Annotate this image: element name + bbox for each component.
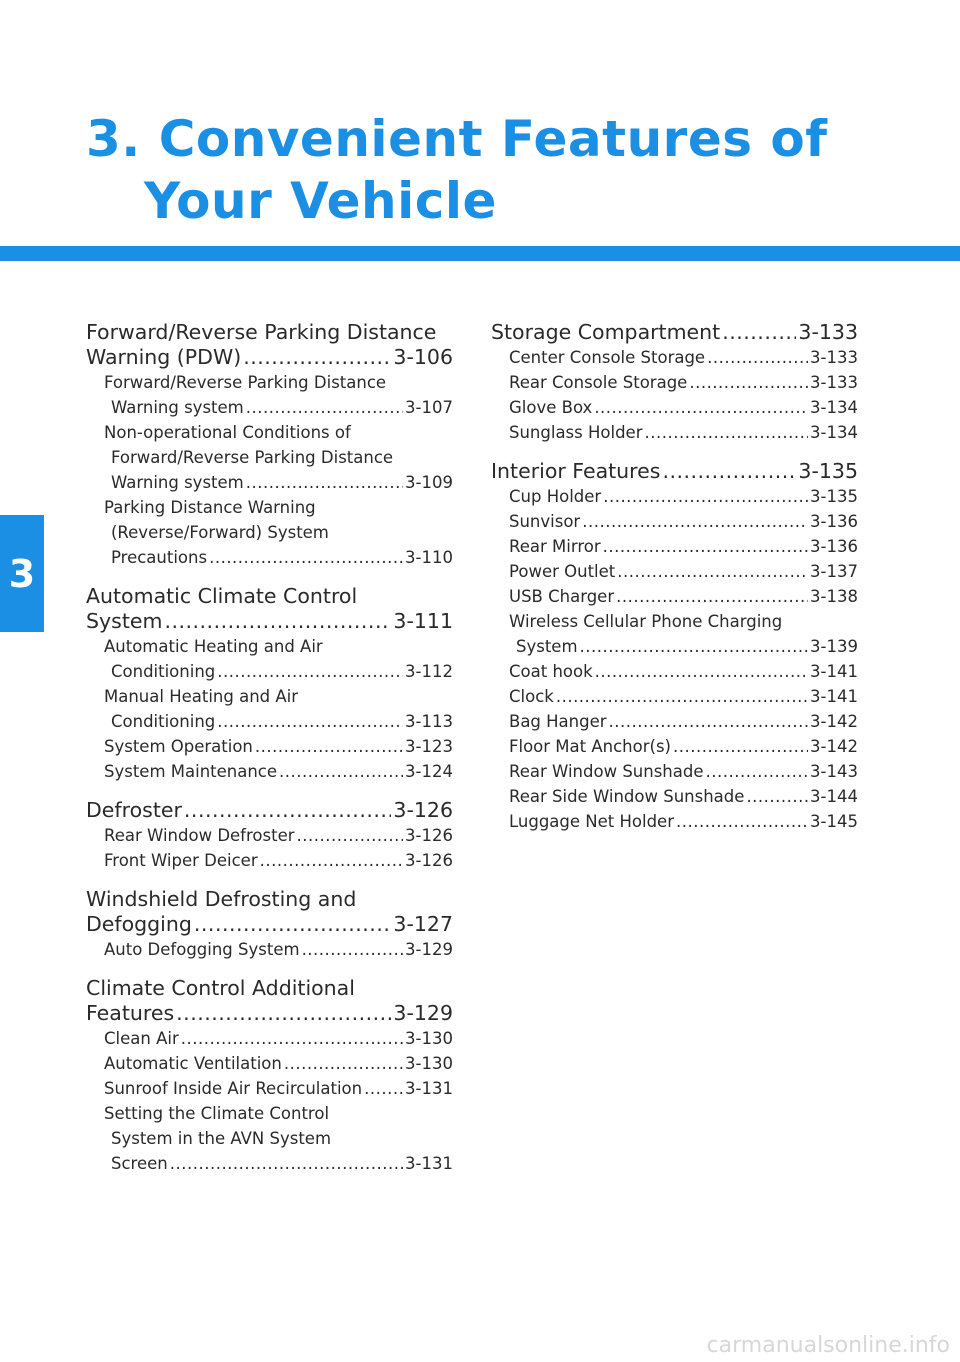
- toc-entry-row: [509, 370, 858, 395]
- section-title-text: Storage Compartment: [491, 320, 721, 344]
- toc-entry-text: Manual Heating and Air: [104, 687, 299, 706]
- toc-entry[interactable]: [86, 420, 453, 495]
- toc-entry-text: Rear Mirror: [509, 537, 601, 556]
- toc-section-title[interactable]: [491, 459, 858, 484]
- page-number: 3-112: [405, 662, 453, 681]
- dot-leader: [246, 470, 403, 495]
- toc-entry-text: System in the AVN System: [111, 1129, 332, 1148]
- toc-entry-text: USB Charger: [509, 587, 615, 606]
- toc-entry-text: Warning system: [111, 398, 244, 417]
- toc-entry[interactable]: [86, 1076, 453, 1101]
- page-number: 3-137: [810, 562, 858, 581]
- dot-leader: [662, 459, 796, 484]
- page-number: 3-143: [810, 762, 858, 781]
- toc-entry[interactable]: [86, 684, 453, 734]
- section-title-row: [491, 320, 858, 345]
- toc-section: [491, 459, 858, 834]
- page-number: 3-139: [810, 637, 858, 656]
- toc-entry-row: [104, 848, 453, 873]
- dot-leader: [594, 395, 808, 420]
- toc-entry[interactable]: [491, 534, 858, 559]
- page-number: 3-136: [810, 512, 858, 531]
- toc-section-title[interactable]: [86, 976, 453, 1026]
- dot-leader: [582, 509, 808, 534]
- toc-entry-row: [104, 759, 453, 784]
- page-number: 3-134: [810, 423, 858, 442]
- dot-leader: [181, 1026, 403, 1051]
- toc-entry-row: [509, 584, 858, 609]
- dot-leader: [176, 1001, 391, 1026]
- toc-entry-row: [104, 1151, 453, 1176]
- dot-leader: [616, 584, 808, 609]
- toc-entry-text: Coat hook: [509, 662, 593, 681]
- toc-entry-text: Warning system: [111, 473, 244, 492]
- toc-entry[interactable]: [491, 734, 858, 759]
- section-title-text: System: [86, 609, 163, 633]
- toc-entry[interactable]: [491, 659, 858, 684]
- page-number: 3-131: [405, 1079, 453, 1098]
- toc-entry-text: Forward/Reverse Parking Distance: [104, 373, 387, 392]
- toc-section-title[interactable]: [86, 320, 453, 370]
- toc-entry-text: Clock: [509, 687, 554, 706]
- toc-entry-text: Setting the Climate Control: [104, 1104, 330, 1123]
- toc-entry[interactable]: [491, 584, 858, 609]
- page-number: 3-107: [405, 398, 453, 417]
- section-title-text: Warning (PDW): [86, 345, 242, 369]
- toc-entry-text: Conditioning: [111, 662, 216, 681]
- toc-entry[interactable]: [491, 809, 858, 834]
- dot-leader: [243, 345, 391, 370]
- section-title-text: Forward/Reverse Parking Distance: [86, 320, 437, 344]
- section-title-text: Defogging: [86, 912, 192, 936]
- chapter-title: [86, 108, 828, 232]
- page-number: 3-126: [405, 851, 453, 870]
- toc-entry-text: Forward/Reverse Parking Distance: [111, 448, 394, 467]
- page-number: 3-136: [810, 537, 858, 556]
- toc-entry[interactable]: [491, 709, 858, 734]
- toc-entry[interactable]: [86, 634, 453, 684]
- toc-entry-row: [509, 709, 858, 734]
- page-number: 3-129: [405, 940, 453, 959]
- toc-entry-row: [104, 659, 453, 684]
- toc-entry-text: Glove Box: [509, 398, 593, 417]
- dot-leader: [364, 1076, 403, 1101]
- toc-entry-text: Rear Window Defroster: [104, 826, 295, 845]
- page-number: 3-109: [405, 473, 453, 492]
- toc-entry-text: Power Outlet: [509, 562, 616, 581]
- header-divider: [0, 246, 960, 261]
- toc-entry-text: Auto Defogging System: [104, 940, 300, 959]
- page-number: 3-124: [405, 762, 453, 781]
- toc-entry-row: [509, 559, 858, 584]
- section-title-text: Windshield Defrosting and: [86, 887, 357, 911]
- toc-section: [86, 887, 453, 962]
- page-number: 3-131: [405, 1154, 453, 1173]
- toc-entry[interactable]: [86, 734, 453, 759]
- toc-entry-text: Rear Side Window Sunshade: [509, 787, 745, 806]
- page-number: 3-130: [405, 1054, 453, 1073]
- toc-entry-text: Wireless Cellular Phone Charging: [509, 612, 783, 631]
- toc-entry[interactable]: [491, 784, 858, 809]
- dot-leader: [284, 1051, 403, 1076]
- page-number: 3-142: [810, 712, 858, 731]
- section-title-row: [86, 345, 453, 370]
- dot-leader: [707, 345, 808, 370]
- toc-entry[interactable]: [491, 509, 858, 534]
- toc-entry-row: [104, 1026, 453, 1051]
- toc-entry-row: [509, 659, 858, 684]
- toc-entry-text: System Maintenance: [104, 762, 278, 781]
- toc-entry-text: Sunvisor: [509, 512, 581, 531]
- dot-leader: [209, 545, 403, 570]
- toc-entry[interactable]: [86, 848, 453, 873]
- toc-entry[interactable]: [491, 395, 858, 420]
- page-number: 3-133: [810, 348, 858, 367]
- toc-entry[interactable]: [86, 937, 453, 962]
- dot-leader: [302, 937, 403, 962]
- toc-entry-text: Automatic Heating and Air: [104, 637, 323, 656]
- dot-leader: [603, 484, 808, 509]
- dot-leader: [297, 823, 404, 848]
- toc-entry-row: [104, 545, 453, 570]
- toc-section: [491, 320, 858, 445]
- toc-entry[interactable]: [491, 684, 858, 709]
- page-number: 3-130: [405, 1029, 453, 1048]
- toc-entry-text: Screen: [111, 1154, 168, 1173]
- dot-leader: [170, 1151, 403, 1176]
- toc-entry-text: Sunroof Inside Air Recirculation: [104, 1079, 363, 1098]
- page-number: 3-126: [405, 826, 453, 845]
- toc-entry-row: [104, 470, 453, 495]
- toc-entry-text: Center Console Storage: [509, 348, 706, 367]
- dot-leader: [184, 798, 392, 823]
- toc-entry-row: [509, 684, 858, 709]
- page-number: 3-113: [405, 712, 453, 731]
- toc-entry[interactable]: [491, 420, 858, 445]
- toc-section-title[interactable]: [86, 798, 453, 823]
- dot-leader: [673, 734, 808, 759]
- dot-leader: [746, 784, 808, 809]
- dot-leader: [645, 420, 809, 445]
- toc-entry-text: System Operation: [104, 737, 253, 756]
- toc-entry-row: [104, 1051, 453, 1076]
- dot-leader: [706, 759, 809, 784]
- toc-entry[interactable]: [491, 370, 858, 395]
- toc-entry-text: Luggage Net Holder: [509, 812, 674, 831]
- dot-leader: [260, 848, 403, 873]
- toc-entry-text: Front Wiper Deicer: [104, 851, 258, 870]
- dot-leader: [676, 809, 808, 834]
- dot-leader: [595, 659, 808, 684]
- page-number: 3-141: [810, 687, 858, 706]
- page-number: 3-142: [810, 737, 858, 756]
- toc-entry-text: Conditioning: [111, 712, 216, 731]
- toc-entry-text: Parking Distance Warning: [104, 498, 316, 517]
- toc-entry-row: [104, 937, 453, 962]
- section-title-row: [86, 1001, 453, 1026]
- toc-entry-row: [509, 484, 858, 509]
- toc-entry-text: Cup Holder: [509, 487, 602, 506]
- dot-leader: [194, 912, 392, 937]
- section-title-row: [491, 459, 858, 484]
- page-number: 3-138: [810, 587, 858, 606]
- page-number: 3-135: [798, 459, 858, 483]
- toc-entry-row: [509, 734, 858, 759]
- toc-entry[interactable]: [491, 559, 858, 584]
- page-number: 3-134: [810, 398, 858, 417]
- toc-entry-row: [104, 823, 453, 848]
- page-number: 3-129: [393, 1001, 453, 1025]
- page-number: 3-106: [393, 345, 453, 369]
- page-number: 3-145: [810, 812, 858, 831]
- page-number: 3-123: [405, 737, 453, 756]
- page-number: 3-126: [393, 798, 453, 822]
- section-title-row: [86, 798, 453, 823]
- toc-entry-row: [509, 420, 858, 445]
- toc-entry-row: [509, 509, 858, 534]
- toc-entry-row: [104, 395, 453, 420]
- dot-leader: [722, 320, 796, 345]
- toc-section-title[interactable]: [86, 584, 453, 634]
- toc-entry[interactable]: [491, 345, 858, 370]
- dot-leader: [217, 659, 403, 684]
- section-title-text: Defroster: [86, 798, 182, 822]
- toc-section: [86, 976, 453, 1176]
- toc-entry-text: System: [516, 637, 578, 656]
- toc-section: [86, 584, 453, 784]
- page-number: 3-141: [810, 662, 858, 681]
- section-title-row: [86, 912, 453, 937]
- dot-leader: [217, 709, 403, 734]
- toc-entry[interactable]: [491, 759, 858, 784]
- page-number: 3-110: [405, 548, 453, 567]
- toc-entry-text: Clean Air: [104, 1029, 179, 1048]
- chapter-title-line-2: Your Vehicle: [144, 172, 497, 230]
- chapter-tab-number: 3: [8, 551, 36, 596]
- toc-entry-text: Rear Console Storage: [509, 373, 688, 392]
- toc-entry-text: (Reverse/Forward) System: [111, 523, 329, 542]
- watermark: carmanualsonline.info: [706, 1333, 950, 1358]
- toc-entry-text: Non-operational Conditions of: [104, 423, 351, 442]
- dot-leader: [164, 609, 391, 634]
- toc-entry[interactable]: [86, 759, 453, 784]
- toc-entry-text: Rear Window Sunshade: [509, 762, 704, 781]
- toc-entry[interactable]: [86, 823, 453, 848]
- dot-leader: [689, 370, 808, 395]
- toc-section-title[interactable]: [86, 887, 453, 937]
- dot-leader: [580, 634, 809, 659]
- dot-leader: [279, 759, 403, 784]
- toc-right-column: [491, 320, 858, 834]
- dot-leader: [255, 734, 403, 759]
- toc-entry-row: [509, 534, 858, 559]
- dot-leader: [246, 395, 403, 420]
- toc-section-title[interactable]: [491, 320, 858, 345]
- section-title-text: Interior Features: [491, 459, 661, 483]
- toc-entry-text: Sunglass Holder: [509, 423, 643, 442]
- toc-entry-text: Bag Hanger: [509, 712, 607, 731]
- chapter-tab[interactable]: [0, 515, 44, 632]
- page-number: 3-111: [393, 609, 453, 633]
- section-title-text: Climate Control Additional: [86, 976, 355, 1000]
- toc-entry[interactable]: [491, 609, 858, 659]
- page-number: 3-135: [810, 487, 858, 506]
- toc-entry[interactable]: [86, 1051, 453, 1076]
- toc-entry-text: Automatic Ventilation: [104, 1054, 282, 1073]
- toc-entry-text: Precautions: [111, 548, 208, 567]
- toc-entry-row: [509, 395, 858, 420]
- chapter-title-line-1: 3. Convenient Features of: [86, 110, 828, 168]
- dot-leader: [603, 534, 808, 559]
- section-title-text: Automatic Climate Control: [86, 584, 358, 608]
- toc-left-column: [86, 320, 453, 1176]
- toc-entry-row: [509, 809, 858, 834]
- page-number: 3-133: [810, 373, 858, 392]
- page-number: 3-127: [393, 912, 453, 936]
- section-title-text: Features: [86, 1001, 175, 1025]
- toc-entry-text: Floor Mat Anchor(s): [509, 737, 671, 756]
- toc-entry[interactable]: [86, 370, 453, 420]
- toc-entry-row: [104, 1076, 453, 1101]
- page-number: 3-144: [810, 787, 858, 806]
- toc-entry-row: [509, 345, 858, 370]
- toc-entry[interactable]: [86, 1026, 453, 1051]
- toc-section: [86, 798, 453, 873]
- toc-entry[interactable]: [86, 495, 453, 570]
- dot-leader: [617, 559, 808, 584]
- toc-entry[interactable]: [86, 1101, 453, 1176]
- toc-entry-row: [509, 634, 858, 659]
- toc-section: [86, 320, 453, 570]
- toc-entry-row: [509, 784, 858, 809]
- section-title-row: [86, 609, 453, 634]
- toc-entry[interactable]: [491, 484, 858, 509]
- toc-entry-row: [104, 734, 453, 759]
- toc-entry-row: [509, 759, 858, 784]
- dot-leader: [556, 684, 808, 709]
- toc-entry-row: [104, 709, 453, 734]
- page-number: 3-133: [798, 320, 858, 344]
- dot-leader: [609, 709, 809, 734]
